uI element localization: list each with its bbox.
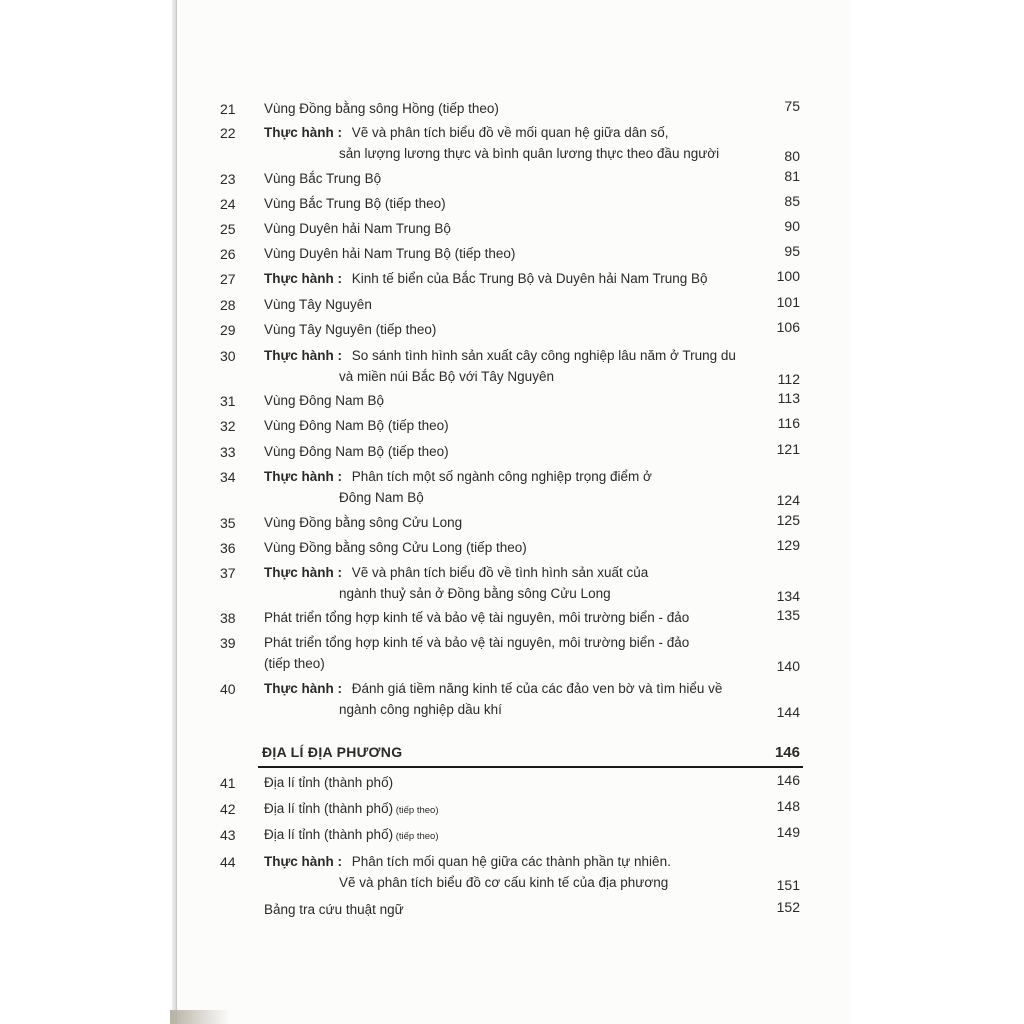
entry-title — [264, 268, 708, 289]
entry-page-number: 81 — [784, 168, 800, 184]
entry-page-number: 148 — [776, 798, 800, 814]
entry-page-number: 90 — [784, 218, 800, 234]
entry-title-line: Vùng Đồng bằng sông Cửu Long — [264, 515, 463, 530]
entry-number: 30 — [220, 348, 236, 364]
entry-title-line: (tiếp theo) — [264, 656, 325, 671]
entry-page-number: 121 — [776, 441, 800, 457]
entry-title — [264, 772, 393, 793]
entry-page-number: 95 — [784, 243, 800, 259]
entry-number: 28 — [220, 297, 236, 313]
entry-number: 37 — [220, 565, 236, 581]
entry-number: 25 — [220, 221, 236, 237]
practice-label: Thực hành : — [264, 681, 343, 696]
entry-title-line: Địa lí tỉnh (thành phố) — [264, 827, 394, 842]
entry-title-line: Vùng Duyên hải Nam Trung Bộ (tiếp theo) — [264, 246, 516, 261]
entry-title — [264, 798, 439, 821]
entry-title-line: Vùng Duyên hải Nam Trung Bộ — [264, 221, 451, 236]
entry-number: 44 — [220, 854, 236, 870]
entry-title — [264, 441, 449, 462]
entry-number: 26 — [220, 246, 236, 262]
entry-title-line: Phát triển tổng hợp kinh tế và bảo vệ tài nguyên, môi trường biển - đảo — [264, 610, 690, 625]
entry-title-line: So sánh tình hình sản xuất cây công nghiệp lâu năm ở Trung du — [348, 348, 736, 363]
entry-page-number: 134 — [776, 588, 800, 604]
entry-page-number: 75 — [784, 98, 800, 114]
section-page-number: 146 — [774, 744, 800, 761]
entry-title-line: Địa lí tỉnh (thành phố) — [264, 801, 394, 816]
entry-page-number: 135 — [776, 607, 800, 623]
entry-title — [264, 537, 527, 558]
entry-title-suffix: (tiếp theo) — [393, 805, 439, 816]
entry-title — [264, 122, 719, 164]
entry-number: 29 — [220, 322, 236, 338]
entry-number: 36 — [220, 540, 236, 556]
entry-page-number: 85 — [784, 193, 800, 209]
entry-title — [264, 562, 648, 604]
entry-title — [264, 466, 652, 508]
entry-page-number: 144 — [776, 704, 800, 720]
entry-page-number: 112 — [777, 371, 800, 387]
entry-number: 35 — [220, 515, 236, 531]
entry-title-suffix: (tiếp theo) — [393, 831, 439, 842]
entry-title — [264, 851, 671, 893]
entry-title-line: ngành công nghiệp dầu khí — [339, 702, 502, 717]
entry-title-line: Vùng Bắc Trung Bộ — [264, 171, 382, 186]
entry-number: 27 — [220, 271, 236, 287]
entry-title-line: Vẽ và phân tích biểu đồ về tình hình sản xuất của — [348, 565, 649, 580]
entry-number: 34 — [220, 469, 236, 485]
entry-title-line: sản lượng lương thực và bình quân lương thực theo đầu người — [339, 146, 720, 161]
entry-title-line: Vẽ và phân tích biểu đồ về mối quan hệ giữa dân số, — [348, 125, 669, 140]
entry-title — [264, 319, 436, 340]
practice-label: Thực hành : — [264, 348, 343, 363]
practice-label: Thực hành : — [264, 271, 343, 286]
entry-title — [264, 345, 736, 387]
entry-title-line: Kinh tế biển của Bắc Trung Bộ và Duyên hải Nam Trung Bộ — [348, 271, 708, 286]
entry-title — [264, 824, 439, 847]
entry-page-number: 152 — [776, 899, 800, 915]
entry-title — [264, 415, 449, 436]
entry-title — [264, 218, 451, 239]
entry-title — [264, 607, 689, 628]
entry-page-number: 80 — [784, 148, 800, 164]
entry-number: 22 — [220, 125, 236, 141]
entry-number: 42 — [220, 801, 236, 817]
entry-title-line: Vùng Đông Nam Bộ — [264, 393, 385, 408]
practice-label: Thực hành : — [264, 854, 343, 869]
entry-title — [264, 243, 515, 264]
entry-page-number: 129 — [776, 537, 800, 553]
entry-number: 40 — [220, 681, 236, 697]
entry-number: 39 — [220, 635, 236, 651]
page-smudge — [170, 1010, 230, 1024]
entry-title-line: ngành thuỷ sản ở Đồng bằng sông Cửu Long — [339, 586, 611, 601]
entry-page-number: 113 — [777, 390, 800, 406]
section-divider — [258, 766, 803, 768]
entry-title-line: Địa lí tỉnh (thành phố) — [264, 775, 394, 790]
entry-title-line: Vùng Đồng bằng sông Cửu Long (tiếp theo) — [264, 540, 527, 555]
entry-title — [264, 98, 499, 119]
entry-number: 24 — [220, 196, 236, 212]
entry-title-line: và miền núi Bắc Bộ với Tây Nguyên — [339, 369, 554, 384]
entry-page-number: 146 — [776, 772, 800, 788]
entry-title-line: Vùng Đồng bằng sông Hồng (tiếp theo) — [264, 101, 499, 116]
entry-title-line: Phát triển tổng hợp kinh tế và bảo vệ tài nguyên, môi trường biển - đảo — [264, 635, 690, 650]
entry-number: 23 — [220, 171, 236, 187]
entry-title-line: Vẽ và phân tích biểu đồ cơ cấu kinh tế của địa phương — [339, 875, 669, 890]
entry-title — [264, 899, 404, 920]
entry-page-number: 149 — [776, 824, 800, 840]
entry-title-line: Đông Nam Bộ — [339, 490, 424, 505]
practice-label: Thực hành : — [264, 125, 343, 140]
entry-title-line: Bảng tra cứu thuật ngữ — [264, 902, 404, 917]
entry-number: 38 — [220, 610, 236, 626]
entry-title — [264, 294, 372, 315]
entry-page-number: 124 — [776, 492, 800, 508]
practice-label: Thực hành : — [264, 565, 343, 580]
entry-title-line: Vùng Tây Nguyên — [264, 297, 372, 312]
entry-page-number: 100 — [776, 268, 800, 284]
entry-page-number: 101 — [776, 294, 800, 310]
entry-title-line: Phân tích mối quan hệ giữa các thành phần tự nhiên. — [348, 854, 671, 869]
entry-title — [264, 390, 384, 411]
entry-number: 21 — [220, 101, 236, 117]
entry-title-line: Vùng Đông Nam Bộ (tiếp theo) — [264, 418, 449, 433]
entry-title — [264, 168, 381, 189]
entry-number: 33 — [220, 444, 236, 460]
entry-title — [264, 678, 722, 720]
entry-number: 31 — [220, 393, 236, 409]
section-title: ĐỊA LÍ ĐỊA PHƯƠNG — [262, 744, 403, 760]
entry-number: 32 — [220, 418, 236, 434]
entry-title — [264, 512, 462, 533]
entry-page-number: 125 — [776, 512, 800, 528]
entry-title-line: Vùng Tây Nguyên (tiếp theo) — [264, 322, 437, 337]
entry-title-line: Đánh giá tiềm năng kinh tế của các đảo ven bờ và tìm hiểu về — [348, 681, 723, 696]
entry-title — [264, 193, 446, 214]
entry-page-number: 151 — [776, 877, 800, 893]
entry-title-line: Phân tích một số ngành công nghiệp trọng điểm ở — [348, 469, 652, 484]
entry-number: 43 — [220, 827, 236, 843]
entry-title — [264, 632, 689, 674]
entry-number: 41 — [220, 775, 236, 791]
entry-page-number: 140 — [776, 658, 800, 674]
entry-page-number: 116 — [777, 415, 800, 431]
entry-page-number: 106 — [776, 319, 800, 335]
entry-title-line: Vùng Đông Nam Bộ (tiếp theo) — [264, 444, 449, 459]
practice-label: Thực hành : — [264, 469, 343, 484]
entry-title-line: Vùng Bắc Trung Bộ (tiếp theo) — [264, 196, 446, 211]
